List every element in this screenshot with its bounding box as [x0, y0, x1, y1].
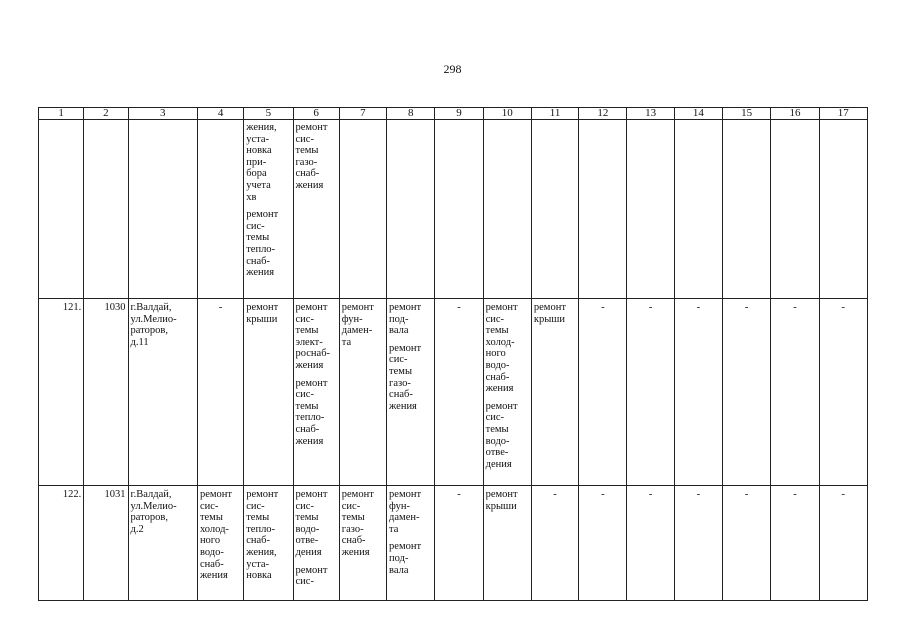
work-item: ремонт сис- темы холод- ного водо- снаб- жения: [485, 302, 518, 395]
work-cell: [244, 120, 293, 299]
building-id-cell: 1031: [84, 486, 128, 601]
work-item: ремонт фун- дамен- та: [341, 302, 374, 348]
work-cell: [819, 120, 867, 299]
work-cell: [627, 120, 674, 299]
header-cell: 1: [39, 108, 84, 120]
header-cell: 5: [244, 108, 293, 120]
work-cell: [483, 120, 531, 299]
work-cell: [674, 120, 722, 299]
header-cell: 3: [128, 108, 197, 120]
header-cell: 11: [531, 108, 578, 120]
work-item: ремонт под- вала: [389, 302, 422, 337]
work-cell: [339, 299, 386, 486]
work-item: ремонт крыши: [533, 302, 566, 325]
work-cell: -: [197, 299, 243, 486]
work-cell: -: [723, 299, 771, 486]
work-cell: [197, 120, 243, 299]
header-cell: 4: [197, 108, 243, 120]
work-cell: [579, 120, 627, 299]
header-cell: 15: [723, 108, 771, 120]
row-number-cell: 122.: [39, 486, 84, 601]
work-cell: [339, 120, 386, 299]
work-cell: [339, 486, 386, 601]
work-item: ремонт фун- дамен- та: [389, 489, 422, 535]
address-cell: [128, 486, 197, 601]
work-item: жения, уста- новка при- бора учета хв: [246, 122, 277, 203]
row-number-cell: [39, 120, 84, 299]
work-item: ремонт сис- темы газо- снаб- жения: [389, 342, 422, 412]
work-cell: -: [771, 299, 819, 486]
work-cell: [293, 486, 339, 601]
work-item: ремонт сис- темы тепло- снаб- жения: [246, 209, 279, 279]
work-item: ремонт сис- темы холод- ного водо- снаб- жения: [199, 489, 232, 582]
work-cell: -: [627, 486, 674, 601]
address-cell: [128, 299, 197, 486]
work-item: ремонт крыши: [246, 302, 279, 325]
work-cell: [293, 120, 339, 299]
work-cell: [387, 120, 435, 299]
work-cell: -: [723, 486, 771, 601]
work-item: ремонт сис- темы тепло- снаб- жения: [295, 377, 328, 447]
work-cell: -: [435, 299, 483, 486]
work-cell: -: [627, 299, 674, 486]
work-cell: -: [674, 486, 722, 601]
work-cell: [387, 299, 435, 486]
header-cell: 9: [435, 108, 483, 120]
work-item: ремонт сис- темы тепло- снаб- жения, уста- новка: [246, 489, 279, 582]
header-cell: 16: [771, 108, 819, 120]
work-item: ремонт сис- темы газо- снаб- жения: [295, 122, 328, 191]
work-cell: [531, 299, 578, 486]
work-cell: -: [819, 486, 867, 601]
work-cell: -: [435, 486, 483, 601]
work-item: ремонт сис- темы газо- снаб- жения: [341, 489, 374, 558]
work-cell: [387, 486, 435, 601]
table-row: [39, 120, 868, 299]
building-id-cell: 1030: [84, 299, 128, 486]
header-cell: 17: [819, 108, 867, 120]
address-text: г.Валдай, ул.Мелио- раторов, д.2: [130, 489, 177, 535]
table-row: [39, 486, 868, 601]
work-cell: [483, 299, 531, 486]
header-row: [39, 108, 868, 120]
work-cell: [723, 120, 771, 299]
work-cell: [197, 486, 243, 601]
work-cell: -: [531, 486, 578, 601]
address-cell: [128, 120, 197, 299]
table-row: [39, 299, 868, 486]
header-cell: 7: [339, 108, 386, 120]
work-cell: -: [771, 486, 819, 601]
work-cell: -: [579, 299, 627, 486]
work-cell: -: [674, 299, 722, 486]
header-cell: 13: [627, 108, 674, 120]
header-cell: 6: [293, 108, 339, 120]
work-cell: [293, 299, 339, 486]
work-cell: [244, 486, 293, 601]
work-cell: [483, 486, 531, 601]
row-number-cell: 121.: [39, 299, 84, 486]
building-id-cell: [84, 120, 128, 299]
page-number: 298: [443, 62, 462, 76]
work-item: ремонт под- вала: [389, 541, 422, 576]
work-cell: [435, 120, 483, 299]
work-item: ремонт сис- темы элект- роснаб- жения: [295, 302, 331, 371]
work-cell: -: [579, 486, 627, 601]
work-cell: -: [819, 299, 867, 486]
header-cell: 14: [674, 108, 722, 120]
header-cell: 2: [84, 108, 128, 120]
work-cell: [771, 120, 819, 299]
work-item: ремонт сис- темы водо- отве- дения: [295, 489, 328, 558]
work-item: ремонт сис- темы водо- отве- дения: [485, 400, 518, 470]
header-cell: 12: [579, 108, 627, 120]
header-cell: 8: [387, 108, 435, 120]
address-text: г.Валдай, ул.Мелио- раторов, д.11: [130, 302, 177, 348]
work-cell: [244, 299, 293, 486]
repair-schedule-table: [38, 107, 868, 601]
work-cell: [531, 120, 578, 299]
work-item: ремонт крыши: [485, 489, 518, 512]
work-item: ремонт сис-: [295, 564, 328, 588]
header-cell: 10: [483, 108, 531, 120]
